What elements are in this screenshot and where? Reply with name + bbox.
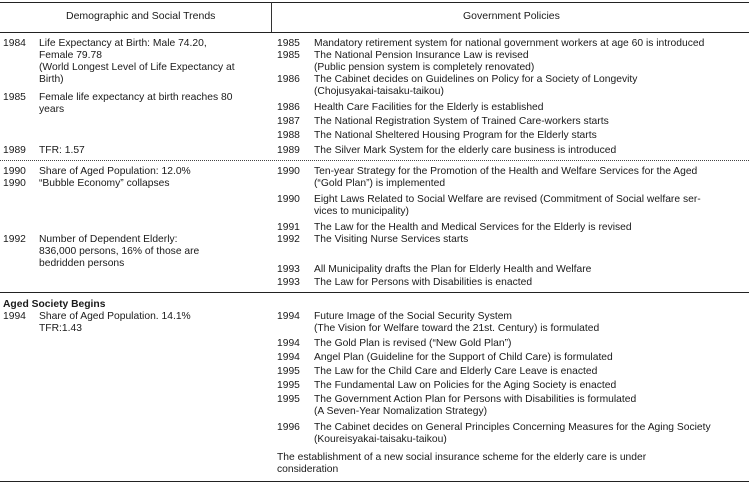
right-row-line: The Law for the Health and Medical Services for the Elderly is revised (314, 222, 632, 233)
right-row-year: 1995 (277, 394, 300, 405)
right-row-line: consideration (277, 464, 339, 475)
right-row-year: 1996 (277, 422, 300, 433)
left-row-year: 1990 (3, 166, 26, 177)
left-row-year: 1985 (3, 92, 26, 103)
right-row-year: 1994 (277, 338, 300, 349)
left-row-line: Female 79.78 (39, 50, 102, 61)
left-row-line: “Bubble Economy” collapses (39, 178, 170, 189)
right-row-line: (Public pension system is completely renovated) (314, 62, 535, 73)
header-bottom-rule (0, 32, 749, 33)
right-row-line: Ten-year Strategy for the Promotion of the Health and Welfare Services for the Aged (314, 166, 698, 177)
right-row-year: 1994 (277, 311, 300, 322)
left-row-line: Share of Aged Population: 12.0% (39, 166, 191, 177)
right-row-line: The Government Action Plan for Persons with Disabilities is formulated (314, 394, 637, 405)
right-row-year: 1985 (277, 50, 300, 61)
right-row-year: 1992 (277, 234, 300, 245)
table-top-rule (0, 2, 749, 3)
right-row-line: Angel Plan (Guideline for the Support of Child Care) is formulated (314, 352, 613, 363)
left-row-year: 1992 (3, 234, 26, 245)
right-row-line: (The Vision for Welfare toward the 21st. Century) is formulated (314, 323, 600, 334)
right-row-line: The Law for Persons with Disabilities is enacted (314, 277, 533, 288)
right-row-year: 1990 (277, 166, 300, 177)
left-row-year: 1990 (3, 178, 26, 189)
right-row-year: 1994 (277, 352, 300, 363)
left-row-year: 1984 (3, 38, 26, 49)
left-row-line: TFR:1.43 (39, 323, 82, 334)
right-row-line: (Koureisyakai-taisaku-taikou) (314, 434, 447, 445)
right-row-line: The Cabinet decides on Guidelines on Policy for a Society of Longevity (314, 74, 638, 85)
right-row-line: All Municipality drafts the Plan for Elderly Health and Welfare (314, 264, 592, 275)
right-row-year: 1987 (277, 116, 300, 127)
right-row-line: The National Sheltered Housing Program for the Elderly starts (314, 130, 597, 141)
right-row-year: 1991 (277, 222, 300, 233)
section-divider-2 (0, 292, 749, 293)
right-row-year: 1993 (277, 277, 300, 288)
section-divider-1 (0, 160, 749, 161)
right-row-year: 1988 (277, 130, 300, 141)
right-row-line: The Cabinet decides on General Principles Concerning Measures for the Aging Society (314, 422, 711, 433)
left-row-year: 1989 (3, 145, 26, 156)
section-heading-aged-society: Aged Society Begins (3, 299, 106, 310)
right-row-line: The Silver Mark System for the elderly care business is introduced (314, 145, 617, 156)
right-row-line: (“Gold Plan”) is implemented (314, 178, 446, 189)
right-row-line: vices to municipality) (314, 206, 409, 217)
right-row-line: The Visiting Nurse Services starts (314, 234, 469, 245)
left-row-line: (World Longest Level of Life Expectancy at (39, 62, 235, 73)
right-row-line: The establishment of a new social insurance scheme for the elderly care is under (277, 452, 647, 463)
right-column-header: Government Policies (463, 10, 560, 22)
right-row-line: Mandatory retirement system for national government workers at age 60 is introduced (314, 38, 705, 49)
right-row-line: Health Care Facilities for the Elderly is established (314, 102, 544, 113)
table-bottom-rule (0, 481, 749, 482)
left-row-line: Female life expectancy at birth reaches 80 (39, 92, 233, 103)
right-row-line: (A Seven-Year Nomalization Strategy) (314, 406, 488, 417)
right-row-year: 1986 (277, 102, 300, 113)
right-row-year: 1990 (277, 194, 300, 205)
left-row-year: 1994 (3, 311, 26, 322)
header-column-divider (271, 2, 272, 32)
right-row-year: 1986 (277, 74, 300, 85)
left-row-line: Share of Aged Population. 14.1% (39, 311, 191, 322)
right-row-year: 1989 (277, 145, 300, 156)
right-row-line: Eight Laws Related to Social Welfare are revised (Commitment of Social welfare ser- (314, 194, 701, 205)
right-row-line: The Gold Plan is revised (“New Gold Plan”) (314, 338, 512, 349)
left-column-header: Demographic and Social Trends (66, 10, 216, 22)
left-row-line: Life Expectancy at Birth: Male 74.20, (39, 38, 207, 49)
right-row-line: Future Image of the Social Security System (314, 311, 513, 322)
right-row-line: The National Pension Insurance Law is revised (314, 50, 529, 61)
right-row-line: The Law for the Child Care and Elderly Care Leave is enacted (314, 366, 598, 377)
left-row-line: Birth) (39, 74, 64, 85)
left-row-line: years (39, 104, 65, 115)
right-row-year: 1993 (277, 264, 300, 275)
left-row-line: Number of Dependent Elderly: (39, 234, 178, 245)
right-row-year: 1985 (277, 38, 300, 49)
right-row-year: 1995 (277, 380, 300, 391)
left-row-line: TFR: 1.57 (39, 145, 85, 156)
right-row-line: The Fundamental Law on Policies for the Aging Society is enacted (314, 380, 617, 391)
left-row-line: bedridden persons (39, 258, 125, 269)
right-row-line: The National Registration System of Trained Care-workers starts (314, 116, 609, 127)
right-row-year: 1995 (277, 366, 300, 377)
right-row-line: (Chojusyakai-taisaku-taikou) (314, 86, 444, 97)
left-row-line: 836,000 persons, 16% of those are (39, 246, 200, 257)
